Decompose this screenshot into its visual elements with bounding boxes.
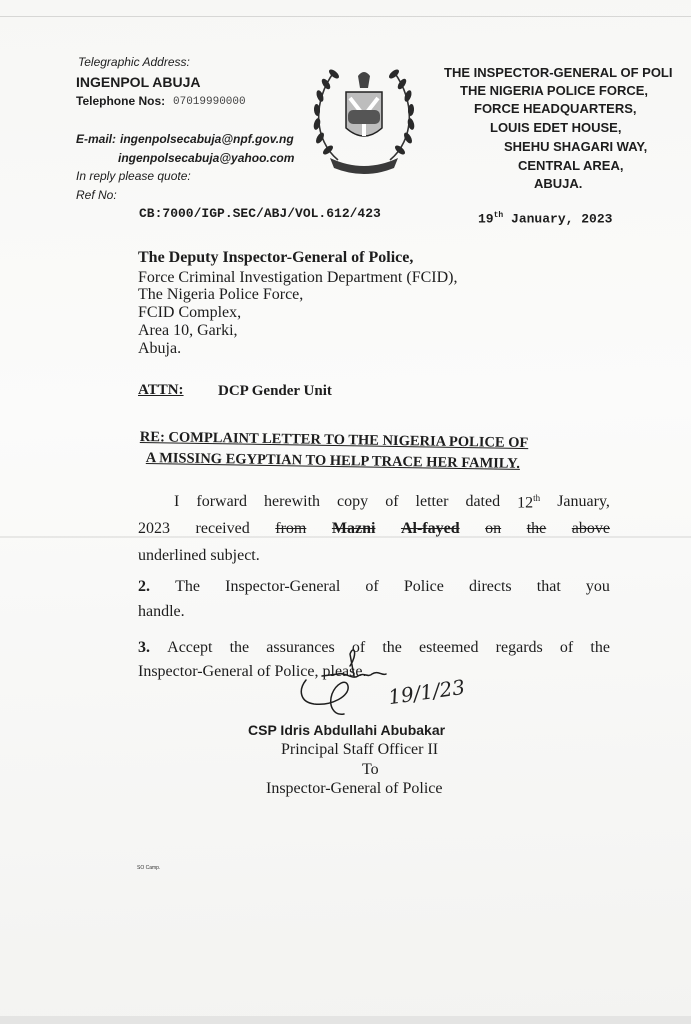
telephone-value: 07019990000 (173, 96, 246, 108)
telegraphic-label: Telegraphic Address: (78, 55, 190, 69)
signatory-to: To (362, 761, 379, 778)
header-line-1: THE INSPECTOR-GENERAL OF POLI (444, 65, 673, 80)
subject-line-2: A MISSING EGYPTIAN TO HELP TRACE HER FAMILY. (145, 450, 521, 472)
top-edge (0, 16, 691, 17)
bottom-edge (0, 1016, 691, 1024)
email-2: ingenpolsecabuja@yahoo.com (118, 151, 295, 165)
email-label: E-mail: (76, 132, 117, 146)
header-line-4: LOUIS EDET HOUSE, (490, 120, 622, 135)
signatory-title: Principal Staff Officer II (281, 741, 439, 758)
telegraphic-value: INGENPOL ABUJA (76, 74, 201, 90)
handwritten-signature (292, 636, 412, 726)
addressee-line-4: FCID Complex, (138, 304, 242, 321)
header-line-3: FORCE HEADQUARTERS, (474, 101, 637, 116)
reference-number: CB:7000/IGP.SEC/ABJ/VOL.612/423 (139, 206, 381, 221)
addressee-line-3: The Nigeria Police Force, (138, 286, 304, 303)
attn-value: DCP Gender Unit (218, 383, 332, 399)
telephone-label: Telephone Nos: (76, 94, 166, 108)
handwritten-date: 19/1/23 (386, 674, 467, 710)
para1-line-1: I forward herewith copy of letter dated 12th January, (174, 493, 610, 512)
subject-line-1: RE: COMPLAINT LETTER TO THE NIGERIA POLICE OF (139, 429, 529, 452)
para1-line-2: 2023 received from Mazni Al-fayed on the above (138, 520, 610, 537)
para2-line-2: handle. (138, 603, 185, 620)
signatory-name: CSP Idris Abdullahi Abubakar (248, 722, 446, 738)
reply-note: In reply please quote: (76, 169, 191, 183)
footer-code: SO Camp. (137, 865, 161, 871)
para2-line-1: 2. The Inspector-General of Police directs that you (138, 578, 610, 595)
addressee-line-1: The Deputy Inspector-General of Police, (138, 249, 414, 266)
header-line-2: THE NIGERIA POLICE FORCE, (460, 83, 649, 98)
addressee-line-6: Abuja. (138, 340, 182, 357)
letter-date: 19th January, 2023 (478, 211, 613, 227)
para1-line-3: underlined subject. (138, 547, 260, 564)
coat-of-arms-emblem (308, 58, 420, 180)
addressee-line-5: Area 10, Garki, (138, 322, 238, 339)
para3-line-2: Inspector-General of Police, please. (138, 663, 367, 680)
header-line-5: SHEHU SHAGARI WAY, (504, 139, 648, 154)
ref-label: Ref No: (76, 188, 117, 202)
header-line-7: ABUJA. (534, 176, 583, 191)
email-1: ingenpolsecabuja@npf.gov.ng (120, 132, 294, 146)
para3-line-1: 3. Accept the assurances of the esteemed regards of the (138, 639, 610, 656)
attn-label: ATTN: (138, 382, 184, 398)
signatory-office: Inspector-General of Police (266, 780, 443, 797)
header-line-6: CENTRAL AREA, (518, 158, 624, 173)
addressee-line-2: Force Criminal Investigation Department (FCID), (138, 269, 458, 286)
